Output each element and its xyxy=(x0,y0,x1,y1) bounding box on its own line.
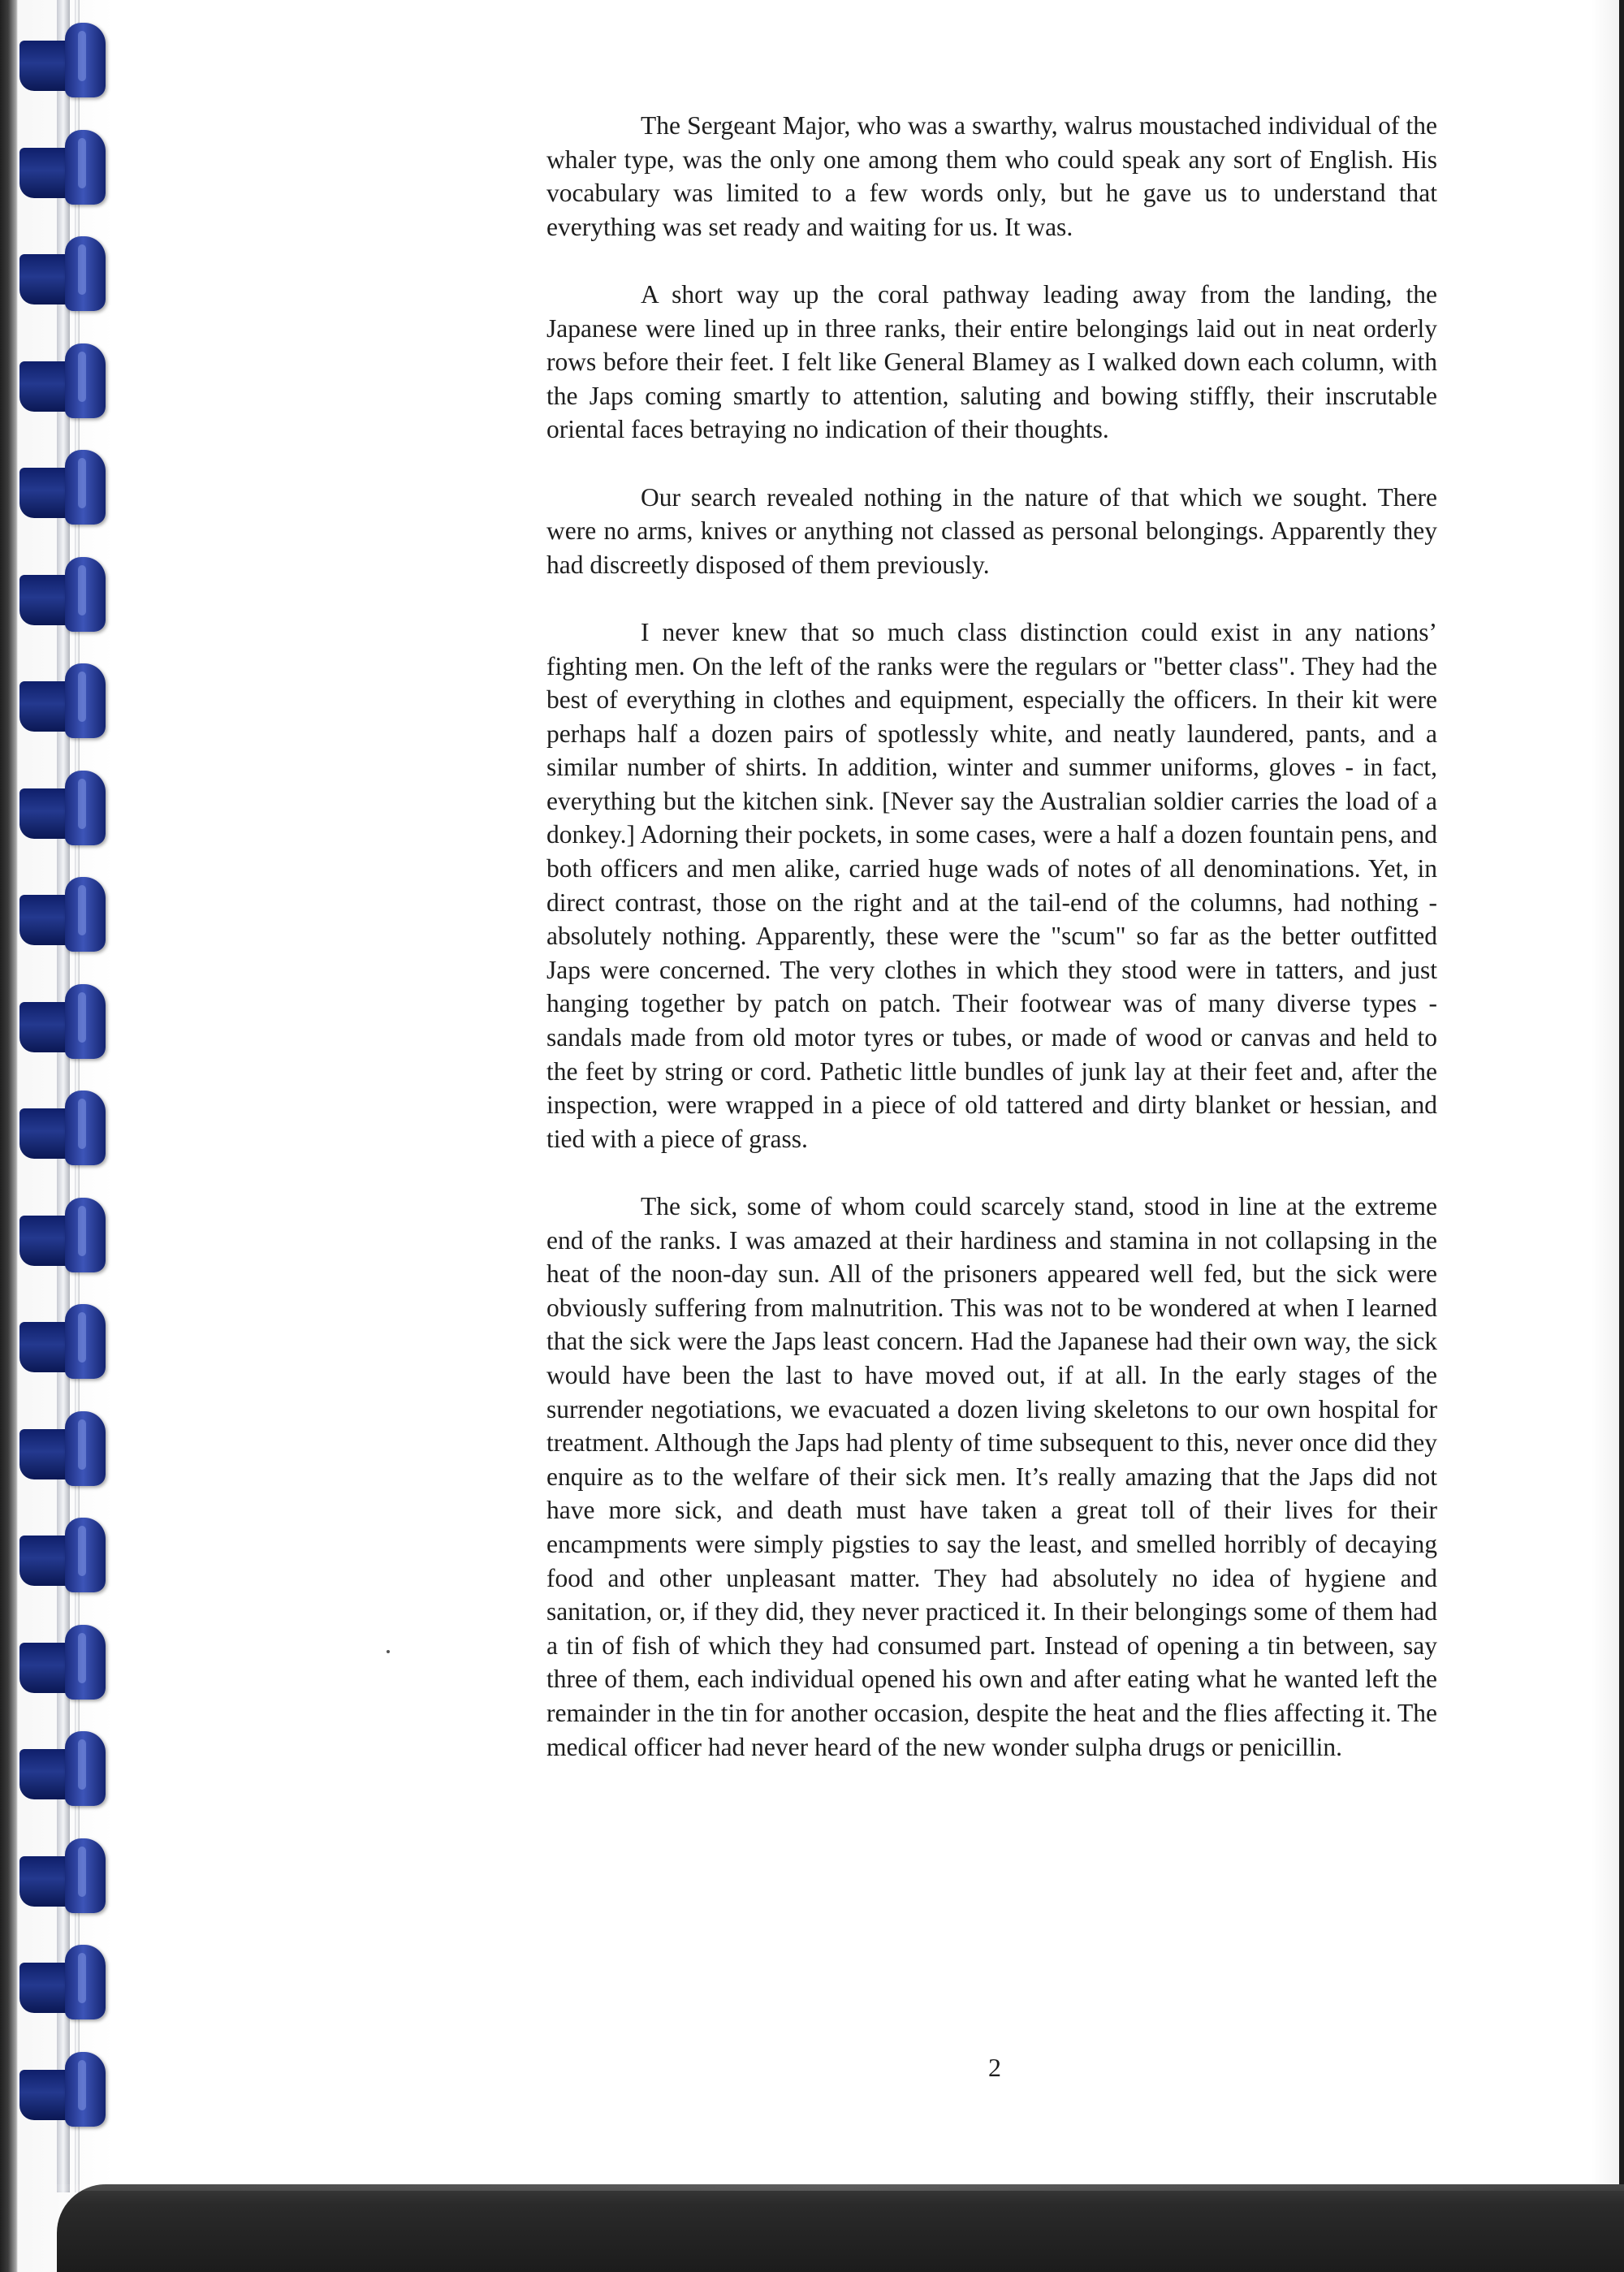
coil-highlight xyxy=(78,885,86,935)
scan-speck xyxy=(387,1650,390,1653)
coil-highlight xyxy=(78,138,86,188)
binding-coil xyxy=(19,877,114,958)
coil-highlight xyxy=(78,1953,86,2003)
coil-back xyxy=(19,1749,71,1799)
coil-back xyxy=(19,1108,71,1159)
binding-coil xyxy=(19,23,114,104)
binding-coil xyxy=(19,2052,114,2133)
page-right-edge xyxy=(1619,0,1624,2272)
binding-coil xyxy=(19,1304,114,1385)
coil-back xyxy=(19,788,71,839)
binding-coil xyxy=(19,1411,114,1492)
coil-back xyxy=(19,681,71,732)
binding-coil xyxy=(19,663,114,745)
coil-highlight xyxy=(78,1739,86,1790)
binding-coil xyxy=(19,984,114,1065)
coil-highlight xyxy=(78,1419,86,1470)
coil-back xyxy=(19,361,71,412)
coil-highlight xyxy=(78,1312,86,1363)
coil-back xyxy=(19,1322,71,1372)
coil-highlight xyxy=(78,1206,86,1256)
coil-highlight xyxy=(78,565,86,616)
coil-back xyxy=(19,148,71,198)
binding-coil xyxy=(19,236,114,317)
coil-highlight xyxy=(78,992,86,1043)
coil-highlight xyxy=(78,31,86,81)
binding-coil xyxy=(19,1625,114,1706)
binding-coil xyxy=(19,1838,114,1920)
binding-coil xyxy=(19,130,114,211)
binding-coil xyxy=(19,771,114,852)
coil-highlight xyxy=(78,779,86,829)
coil-back xyxy=(19,575,71,625)
coil-back xyxy=(19,2070,71,2120)
coil-back xyxy=(19,1856,71,1907)
coil-back xyxy=(19,1963,71,2013)
binding-coil xyxy=(19,1198,114,1279)
binding-coil xyxy=(19,1731,114,1812)
coil-highlight xyxy=(78,244,86,295)
coil-back xyxy=(19,895,71,945)
spiral-binding xyxy=(0,0,130,2272)
coil-back xyxy=(19,254,71,305)
paragraph-coral-pathway: A short way up the coral pathway leading away from the landing, the Japanese were lined up in three ranks, their entire belongings laid out in neat orderly rows before their feet. I felt like General Blamey as I walked down each column, with the Japs coming smartly to attention, saluting and bowing stiffly, their inscrutable oriental faces betraying no indication of their thoughts. xyxy=(546,279,1437,444)
paragraph-class-distinction: I never knew that so much class distinction could exist in any nations’ fighting men. On the left of the ranks were the regulars or "better class". They had the best of everything in clothes and equipment, especially the officers. In their kit were perhaps half a dozen pairs of spotlessly white, and neatly laundered, pants, and a similar number of shirts. In addition, winter and summer uniforms, gloves - in fact, everything but the kitchen sink. [Never say the Australian soldier carries the load of a donkey.] Adorning their pockets, in some cases, were a half a dozen fountain pens, and both officers and men alike, carried huge wads of notes of all denominations. Yet, in direct contrast, those on the right and at the tail-end of the columns, had nothing - absolutely nothing. Apparently, these were the "scum" so far as the better outfitted Japs were concerned. The very clothes in which they stood were in tatters, and just hanging together by patch on patch. Their footwear was of many diverse types - sandals made from old motor tyres or tubes, or made of wood or canvas and held to the feet by string or cord. Pathetic little bundles of junk lay at their feet and, after the inspection, were wrapped in a piece of old tattered and dirty blanket or hessian, and tied with a piece of grass. xyxy=(546,617,1437,1153)
page-number: 2 xyxy=(988,2053,1001,2082)
binding-coil xyxy=(19,1945,114,2026)
coil-back xyxy=(19,1429,71,1479)
binding-coil xyxy=(19,343,114,425)
coil-highlight xyxy=(78,1099,86,1149)
coil-highlight xyxy=(78,1526,86,1576)
coil-highlight xyxy=(78,672,86,722)
paragraph-search: Our search revealed nothing in the nature of that which we sought. There were no arms, knives or anything not classed as personal belongings. Apparently they had discreetly disposed of them previously. xyxy=(546,482,1437,579)
coil-back xyxy=(19,1643,71,1693)
coil-highlight xyxy=(78,352,86,402)
coil-back xyxy=(19,1536,71,1586)
coil-highlight xyxy=(78,1847,86,1897)
coil-back xyxy=(19,1216,71,1266)
bottom-dark-band xyxy=(57,2184,1624,2272)
binding-coil xyxy=(19,450,114,531)
coil-back xyxy=(19,41,71,91)
paragraph-sergeant-major: The Sergeant Major, who was a swarthy, walrus moustached individual of the whaler type, was the only one among them who could speak any sort of English. His vocabulary was limited to a few words only, but he gave us to understand that everything was set ready and waiting for us. It was. xyxy=(546,111,1437,241)
binding-coil xyxy=(19,1091,114,1172)
coil-back xyxy=(19,1002,71,1052)
paragraph-the-sick: The sick, some of whom could scarcely stand, stood in line at the extreme end of the ranks. I was amazed at their hardiness and stamina in not collapsing in the heat of the noon-day sun. All of the prisoners appeared well fed, but the sick were obviously suffering from malnutrition. This was not to be wondered at when I learned that the sick were the Japs least concern. Had the Japanese had their own way, the sick would have been the last to have moved out, if at all. In the early stages of the surrender negotiations, we evacuated a dozen living skeletons to our own hospital for treatment. Although the Japs had plenty of time subsequent to this, never once did they enquire as to the welfare of their sick men. It’s really amazing that the Japs did not have more sick, and death must have taken a great toll of their lives for their encampments were simply pigsties to say the least, and smelled horribly of decaying food and other unpleasant matter. They had absolutely no idea of hygiene and sanitation, or, if they did, they never practiced it. In their belongings some of them had a tin of fish of which they had consumed part. Instead of opening a tin between, say three of them, each individual opened his own and after eating what he wanted left the remainder in the tin for another occasion, despite the heat and the flies affecting it. The medical officer had never heard of the new wonder sulpha drugs or penicillin. xyxy=(546,1192,1437,1761)
coil-highlight xyxy=(78,458,86,508)
coil-back xyxy=(19,468,71,518)
binding-coil xyxy=(19,1518,114,1599)
document-body xyxy=(546,109,1437,1798)
binding-coil xyxy=(19,557,114,638)
coil-highlight xyxy=(78,2060,86,2110)
coil-highlight xyxy=(78,1633,86,1683)
